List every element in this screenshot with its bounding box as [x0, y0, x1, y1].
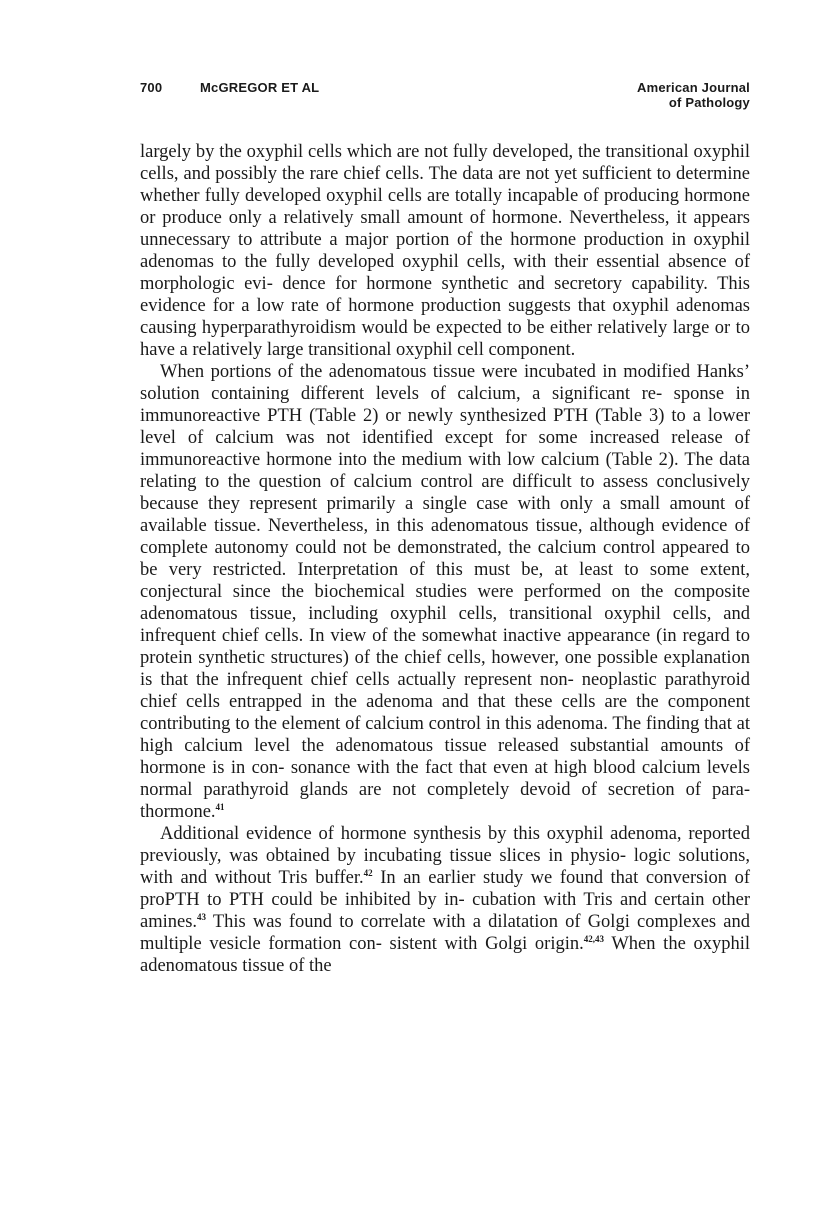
page-header [140, 80, 750, 120]
paragraph [140, 361, 750, 823]
reference-superscript: 41 [215, 802, 225, 812]
page-number: 700 [140, 80, 163, 95]
reference-superscript: 43 [197, 912, 207, 922]
article-body [140, 141, 750, 977]
paragraph-text: largely by the oxyphil cells which are not fully developed, the transitional oxyphil cells, and possibly the rare chief cells. The data are not yet sufficient to determine whether fully developed oxyphil cells are totally incapable of producing hormone or produce only a relatively small amount of hormone. Nevertheless, it appears unnecessary to attribute a major portion of the hormone production in oxyphil adenomas to the fully developed oxyphil cells, with their essential absence of morphologic evi- dence for hormone synthetic and secretory capability. This evidence for a low rate of hormone production suggests that oxyphil adenomas causing hyperparathyroidism would be expected to be either relatively large or to have a relatively large transitional oxyphil cell component. [140, 142, 750, 360]
running-head: McGREGOR ET AL [200, 80, 320, 95]
paragraph-text: When the oxyphil adenomatous tissue of the [140, 934, 750, 976]
reference-superscript: 42 [363, 868, 373, 878]
journal-title-line: American Journal [636, 80, 750, 95]
paragraph-text: Additional evidence of hormone synthesis by this oxyphil adenoma, reported previously, was obtained by incubating tissue slices in physio- logic solutions, with and without Tris buffer. [140, 824, 750, 888]
paragraph [140, 823, 750, 977]
reference-superscript: 42,43 [583, 934, 604, 944]
paragraph [140, 141, 750, 361]
journal-title-line: of Pathology [668, 95, 750, 110]
journal-title [637, 80, 750, 110]
paragraph-text: This was found to correlate with a dilatation of Golgi complexes and multiple vesicle formation con- sistent with Golgi origin. [140, 912, 750, 954]
paragraph-text: When portions of the adenomatous tissue were incubated in modified Hanks’ solution containing different levels of calcium, a significant re- sponse in immunoreactive PTH (Table 2) or newly synthesized PTH (Table 3) to a lower level of calcium was not identified except for some increased release of immunoreactive hormone into the medium with low calcium (Table 2). The data relating to the question of calcium control are difficult to assess conclusively because they represent primarily a single case with only a small amount of available tissue. Nevertheless, in this adenomatous tissue, although evidence of complete autonomy could not be demonstrated, the calcium control appeared to be very restricted. Interpretation of this must be, at least to some extent, conjectural since the biochemical studies were performed on the composite adenomatous tissue, including oxyphil cells, transitional oxyphil cells, and infrequent chief cells. In view of the somewhat inactive appearance (in regard to protein synthetic structures) of the chief cells, however, one possible explanation is that the infrequent chief cells actually represent non- neoplastic parathyroid chief cells entrapped in the adenoma and that these cells are the component contributing to the element of calcium control in this adenoma. The finding that at high calcium level the adenomatous tissue released substantial amounts of hormone is in con- sonance with the fact that even at high blood calcium levels normal parathyroid glands are not completely devoid of secretion of para- thormone. [140, 362, 750, 822]
paragraph-text: In an earlier study we found that conversion of proPTH to PTH could be inhibited by in- cubation with Tris and certain other amines. [140, 868, 750, 932]
